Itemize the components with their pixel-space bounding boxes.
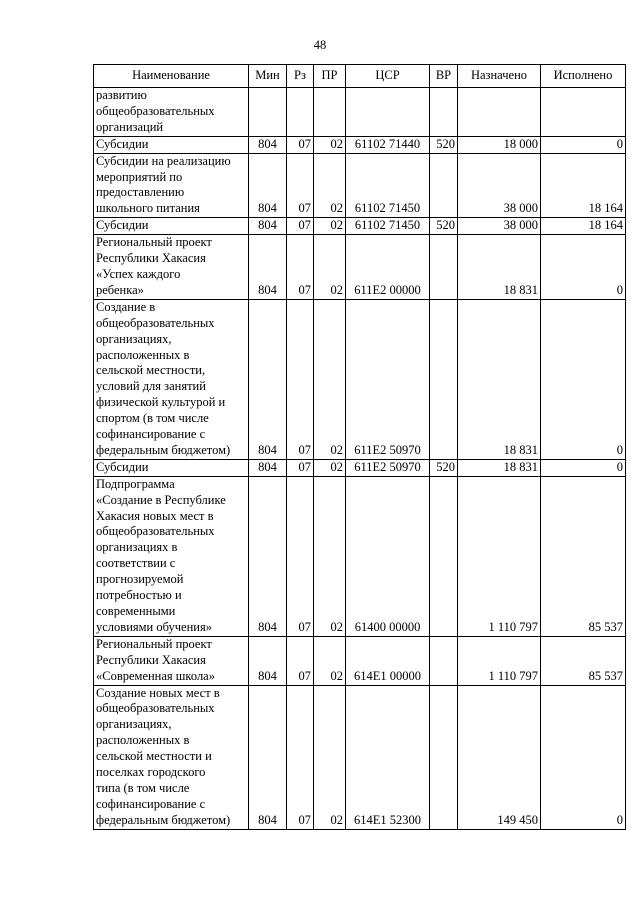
cell-name <box>94 218 249 235</box>
cell-naznacheno: 18 831 <box>458 459 541 476</box>
cell-min <box>249 88 287 137</box>
cell-name <box>94 685 249 829</box>
cell-pr: 02 <box>314 218 346 235</box>
cell-csr: 614Е1 52300 <box>346 685 430 829</box>
name-line: общеобразовательных <box>96 701 215 716</box>
name-line: «Создание в Республике <box>96 492 226 507</box>
cell-csr: 61102 71440 <box>346 136 430 153</box>
name-line: условий для занятий <box>96 379 206 394</box>
cell-name <box>94 476 249 636</box>
cell-min: 804 <box>249 685 287 829</box>
table-header-row <box>94 65 626 88</box>
cell-ispolneno: 0 <box>541 235 626 300</box>
cell-pr: 02 <box>314 636 346 685</box>
header-rz: Рз <box>287 65 314 88</box>
cell-rz: 07 <box>287 235 314 300</box>
name-line: Региональный проект <box>96 636 212 651</box>
name-line: условиями обучения» <box>96 619 212 634</box>
table-body <box>94 88 626 830</box>
cell-name <box>94 153 249 218</box>
name-line: сельской местности и <box>96 749 212 764</box>
name-line: Региональный проект <box>96 235 212 250</box>
cell-csr: 61102 71450 <box>346 218 430 235</box>
cell-vr <box>430 235 458 300</box>
name-line: организациях в <box>96 540 178 555</box>
cell-pr: 02 <box>314 476 346 636</box>
name-line: школьного питания <box>96 201 200 216</box>
name-line: организациях, <box>96 717 172 732</box>
header-min: Мин <box>249 65 287 88</box>
cell-vr <box>430 636 458 685</box>
cell-ispolneno: 0 <box>541 685 626 829</box>
cell-pr: 02 <box>314 299 346 459</box>
cell-rz: 07 <box>287 459 314 476</box>
table-row <box>94 136 626 153</box>
header-pr: ПР <box>314 65 346 88</box>
cell-csr: 61102 71450 <box>346 153 430 218</box>
table-row <box>94 685 626 829</box>
cell-pr: 02 <box>314 459 346 476</box>
cell-rz <box>287 88 314 137</box>
cell-vr <box>430 476 458 636</box>
cell-rz: 07 <box>287 218 314 235</box>
name-line: прогнозируемой <box>96 572 184 587</box>
name-line: организациях, <box>96 331 172 346</box>
cell-min: 804 <box>249 136 287 153</box>
name-line: общеобразовательных <box>96 103 215 118</box>
cell-vr <box>430 88 458 137</box>
cell-name <box>94 459 249 476</box>
name-line: предоставлению <box>96 185 185 200</box>
cell-name <box>94 88 249 137</box>
cell-naznacheno: 1 110 797 <box>458 636 541 685</box>
cell-csr: 61400 00000 <box>346 476 430 636</box>
cell-rz: 07 <box>287 636 314 685</box>
cell-vr <box>430 153 458 218</box>
cell-rz: 07 <box>287 476 314 636</box>
name-line: Субсидии <box>96 218 149 233</box>
header-name: Наименование <box>94 65 249 88</box>
cell-naznacheno: 149 450 <box>458 685 541 829</box>
header-vr: ВР <box>430 65 458 88</box>
table-row <box>94 88 626 137</box>
name-line: ребенка» <box>96 282 144 297</box>
cell-vr: 520 <box>430 218 458 235</box>
cell-ispolneno <box>541 88 626 137</box>
cell-ispolneno: 0 <box>541 299 626 459</box>
cell-name <box>94 136 249 153</box>
name-line: развитию <box>96 88 147 102</box>
table-row <box>94 153 626 218</box>
table-row <box>94 476 626 636</box>
name-line: спортом (в том числе <box>96 411 209 426</box>
cell-pr: 02 <box>314 136 346 153</box>
name-line: Республики Хакасия <box>96 251 206 266</box>
name-line: федеральным бюджетом) <box>96 442 231 457</box>
cell-min: 804 <box>249 153 287 218</box>
cell-ispolneno: 18 164 <box>541 218 626 235</box>
cell-csr: 611Е2 50970 <box>346 459 430 476</box>
cell-csr: 611Е2 50970 <box>346 299 430 459</box>
cell-vr: 520 <box>430 136 458 153</box>
table-row <box>94 235 626 300</box>
table-row <box>94 218 626 235</box>
cell-vr: 520 <box>430 459 458 476</box>
cell-pr: 02 <box>314 235 346 300</box>
name-line: потребностью и <box>96 588 182 603</box>
name-line: Подпрограмма <box>96 476 175 491</box>
name-line: федеральным бюджетом) <box>96 812 231 827</box>
table-row <box>94 459 626 476</box>
cell-naznacheno: 18 000 <box>458 136 541 153</box>
name-line: общеобразовательных <box>96 315 215 330</box>
cell-min: 804 <box>249 476 287 636</box>
cell-rz: 07 <box>287 299 314 459</box>
name-line: софинансирование с <box>96 427 206 442</box>
cell-naznacheno: 18 831 <box>458 235 541 300</box>
cell-rz: 07 <box>287 153 314 218</box>
cell-vr <box>430 299 458 459</box>
cell-min: 804 <box>249 299 287 459</box>
cell-vr <box>430 685 458 829</box>
cell-naznacheno: 38 000 <box>458 218 541 235</box>
name-line: софинансирование с <box>96 796 206 811</box>
name-line: современными <box>96 604 176 618</box>
cell-csr: 611Е2 00000 <box>346 235 430 300</box>
cell-min: 804 <box>249 235 287 300</box>
cell-min: 804 <box>249 636 287 685</box>
name-line: поселках городского <box>96 765 206 780</box>
name-line: Создание новых мест в <box>96 685 220 700</box>
cell-csr <box>346 88 430 137</box>
cell-naznacheno: 38 000 <box>458 153 541 218</box>
cell-rz: 07 <box>287 136 314 153</box>
cell-csr: 614Е1 00000 <box>346 636 430 685</box>
name-line: мероприятий по <box>96 169 183 184</box>
cell-name <box>94 235 249 300</box>
name-line: сельской местности, <box>96 363 206 378</box>
name-line: «Современная школа» <box>96 668 215 683</box>
cell-name <box>94 299 249 459</box>
cell-naznacheno <box>458 88 541 137</box>
name-line: Субсидии на реализацию <box>96 153 231 168</box>
name-line: общеобразовательных <box>96 524 215 539</box>
table-row <box>94 299 626 459</box>
cell-ispolneno: 0 <box>541 136 626 153</box>
name-line: расположенных в <box>96 733 190 748</box>
cell-rz: 07 <box>287 685 314 829</box>
name-line: физической культурой и <box>96 395 226 410</box>
name-line: Субсидии <box>96 136 149 151</box>
name-line: Создание в <box>96 299 156 314</box>
cell-ispolneno: 0 <box>541 459 626 476</box>
table-row <box>94 636 626 685</box>
page-number: 48 <box>313 38 327 52</box>
name-line: Хакасия новых мест в <box>96 508 214 523</box>
cell-name <box>94 636 249 685</box>
name-line: типа (в том числе <box>96 780 190 795</box>
name-line: расположенных в <box>96 347 190 362</box>
cell-naznacheno: 18 831 <box>458 299 541 459</box>
cell-pr: 02 <box>314 685 346 829</box>
cell-naznacheno: 1 110 797 <box>458 476 541 636</box>
header-csr: ЦСР <box>346 65 430 88</box>
name-line: Республики Хакасия <box>96 652 206 667</box>
cell-ispolneno: 18 164 <box>541 153 626 218</box>
cell-pr: 02 <box>314 153 346 218</box>
name-line: соответствии с <box>96 556 176 571</box>
cell-ispolneno: 85 537 <box>541 476 626 636</box>
cell-min: 804 <box>249 218 287 235</box>
cell-min: 804 <box>249 459 287 476</box>
name-line: Субсидии <box>96 459 149 474</box>
cell-ispolneno: 85 537 <box>541 636 626 685</box>
name-line: организаций <box>96 119 164 134</box>
budget-table <box>93 64 626 830</box>
cell-pr <box>314 88 346 137</box>
header-naznacheno: Назначено <box>458 65 541 88</box>
header-ispolneno: Исполнено <box>541 65 626 88</box>
name-line: «Успех каждого <box>96 266 181 281</box>
